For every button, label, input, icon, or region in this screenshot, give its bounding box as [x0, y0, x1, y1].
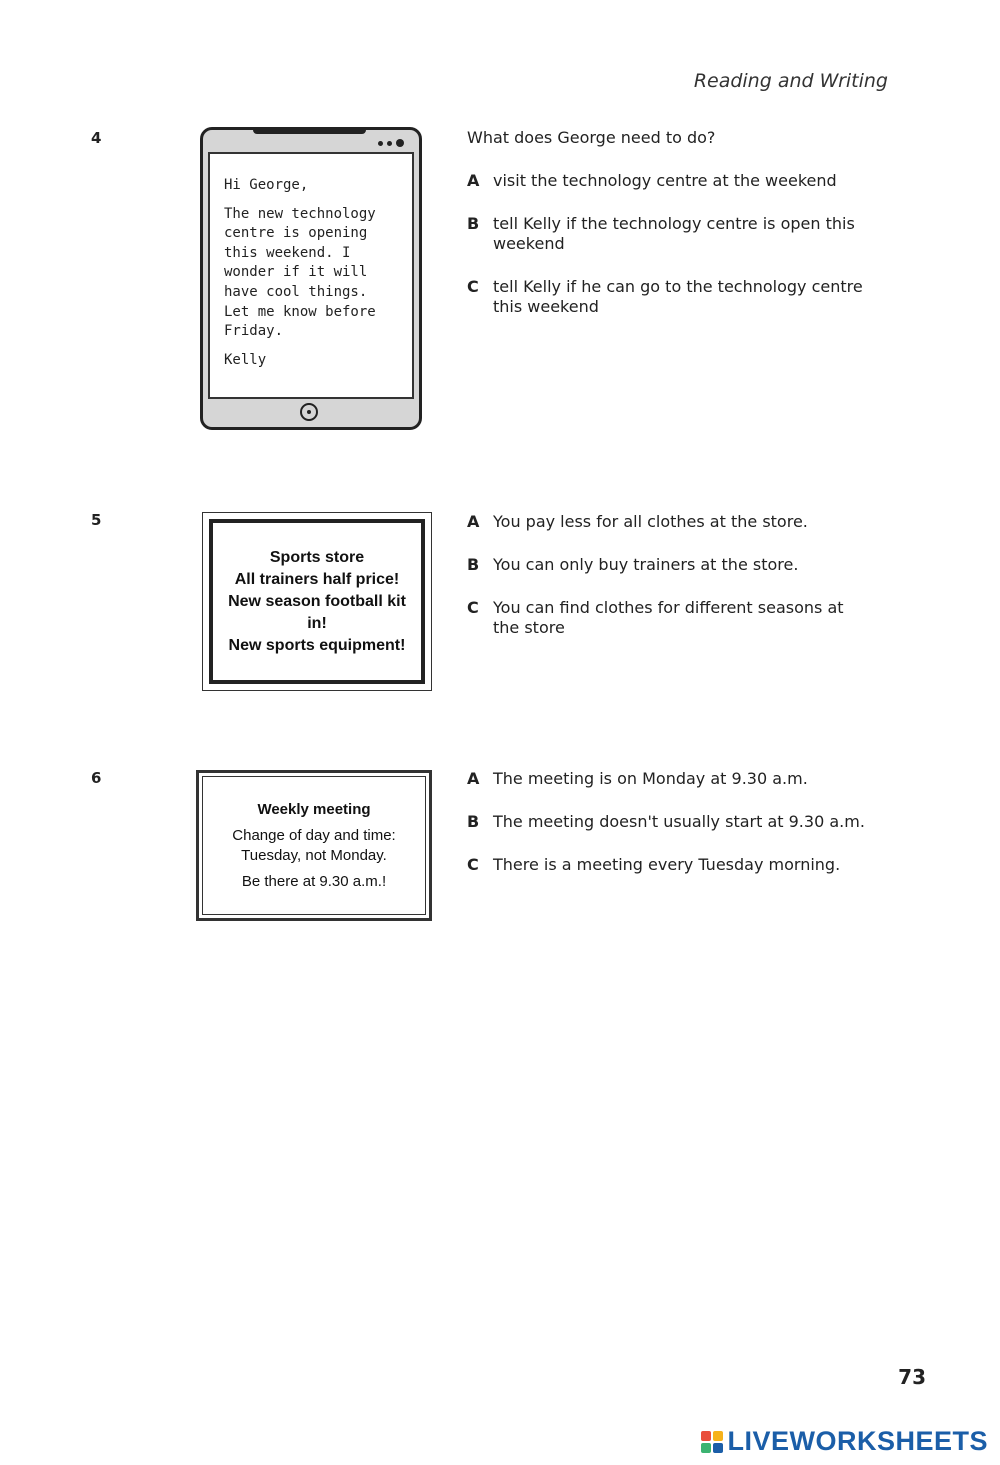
option-6a[interactable] [467, 769, 867, 789]
option-letter: A [467, 512, 480, 531]
option-6c[interactable] [467, 855, 867, 875]
option-letter: C [467, 598, 479, 617]
option-text: You can find clothes for different seasons at the store [493, 598, 844, 637]
liveworksheets-watermark [701, 1426, 988, 1457]
options-list-4 [467, 171, 867, 340]
sign-title: Weekly meeting [257, 800, 371, 818]
option-letter: B [467, 214, 480, 233]
phone-camera-dots [378, 139, 404, 147]
sign-line: All trainers half price! [234, 570, 400, 588]
question-number-5: 5 [91, 511, 102, 529]
section-title: Reading and Writing [693, 70, 888, 92]
option-text: You pay less for all clothes at the store. [493, 512, 808, 531]
option-4a[interactable] [467, 171, 867, 191]
option-text: tell Kelly if the technology centre is open this weekend [493, 214, 855, 253]
option-5b[interactable] [467, 555, 867, 575]
option-letter: B [467, 555, 480, 574]
option-5c[interactable] [467, 598, 867, 638]
option-4c[interactable] [467, 277, 867, 317]
option-6b[interactable] [467, 812, 867, 832]
phone-screen [208, 152, 414, 399]
option-letter: B [467, 812, 480, 831]
weekly-meeting-sign [196, 770, 432, 921]
home-button-icon [300, 403, 318, 421]
option-4b[interactable] [467, 214, 867, 254]
option-text: visit the technology centre at the weekend [493, 171, 837, 190]
page-number: 73 [898, 1365, 926, 1389]
sign-line: Be there at 9.30 a.m.! [241, 872, 387, 890]
phone-illustration [200, 127, 422, 430]
sign-line: New season football kit in! [228, 592, 406, 632]
sign-line: Change of day and time: Tuesday, not Monday. [232, 826, 396, 864]
question-number-4: 4 [91, 129, 102, 147]
message-greeting: Hi George, [224, 177, 309, 193]
sign-line: Sports store [269, 548, 365, 566]
option-letter: C [467, 855, 479, 874]
option-letter: C [467, 277, 479, 296]
phone-speaker [253, 127, 366, 134]
question-number-6: 6 [91, 769, 102, 787]
option-letter: A [467, 171, 480, 190]
option-text: You can only buy trainers at the store. [493, 555, 799, 574]
message-body: The new technology centre is opening this weekend. I wonder if it will have cool things. Let me know before Friday. [224, 205, 376, 340]
options-list-6 [467, 769, 867, 898]
option-text: There is a meeting every Tuesday morning. [493, 855, 841, 874]
option-letter: A [467, 769, 480, 788]
option-5a[interactable] [467, 512, 867, 532]
sports-store-sign [202, 512, 432, 691]
message-signoff: Kelly [224, 351, 267, 368]
option-text: tell Kelly if he can go to the technology centre this weekend [493, 277, 863, 316]
liveworksheets-logo-icon [701, 1431, 723, 1453]
watermark-text: LIVEWORKSHEETS [727, 1426, 988, 1456]
options-list-5 [467, 512, 867, 661]
sign-line: New sports equipment! [228, 636, 406, 654]
option-text: The meeting doesn't usually start at 9.30 a.m. [493, 812, 865, 831]
question-prompt-4: What does George need to do? [467, 128, 716, 147]
option-text: The meeting is on Monday at 9.30 a.m. [493, 769, 808, 788]
